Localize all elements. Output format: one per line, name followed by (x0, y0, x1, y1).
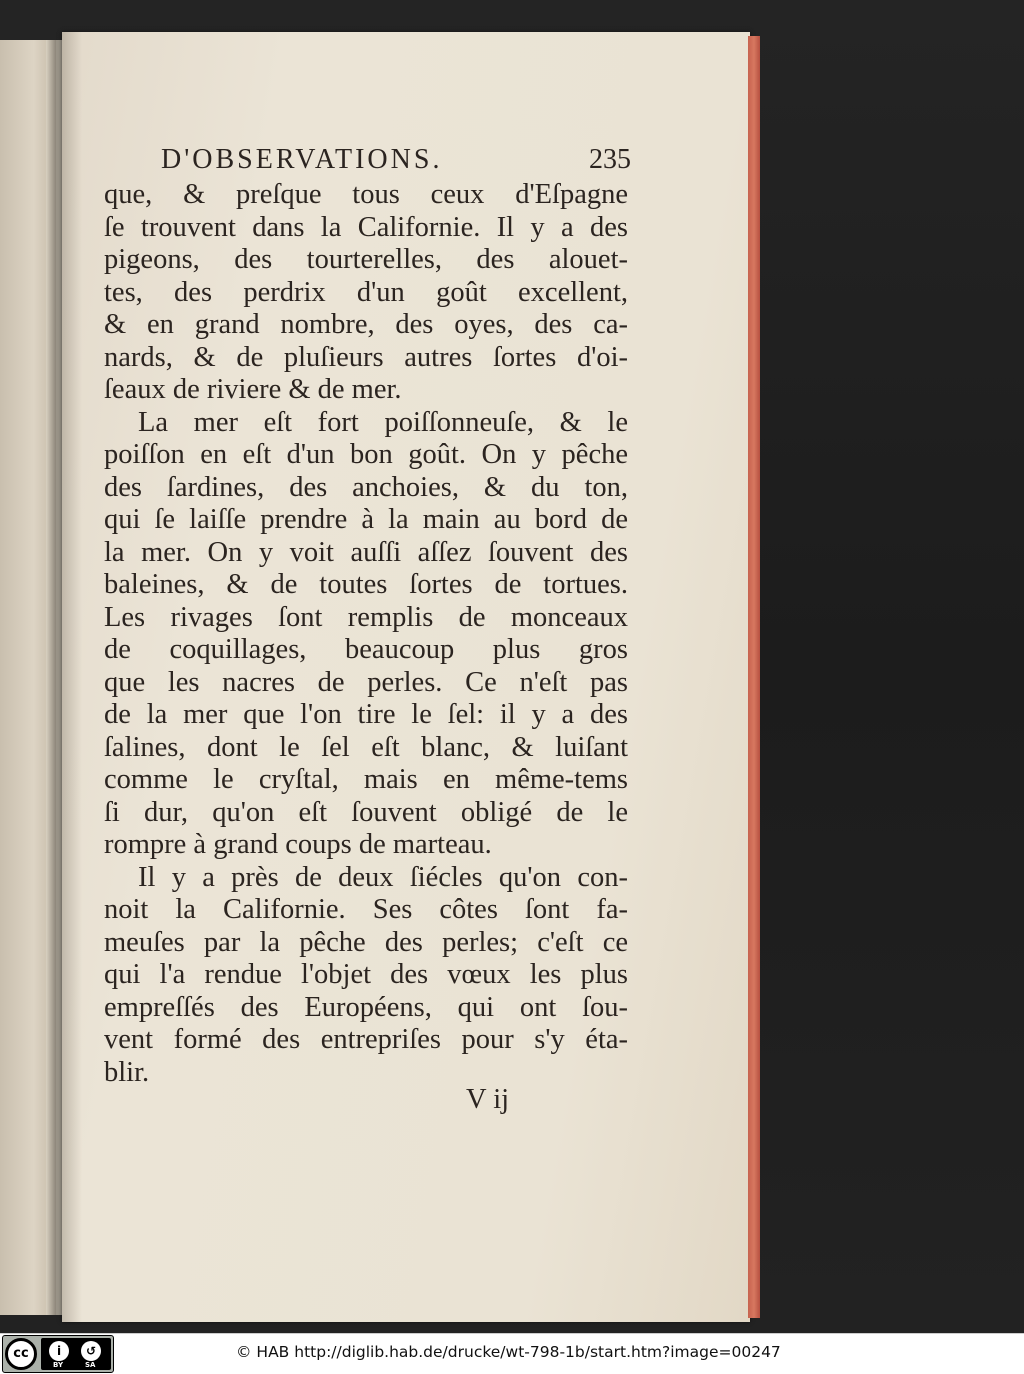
text-line: La mer eſt fort poiſſonneuſe, & le (138, 406, 628, 438)
text-line: rompre à grand coups de marteau. (104, 829, 492, 860)
footer-bar (0, 1333, 1024, 1374)
text-line: noit la Californie. Ses côtes ſont fa- (104, 894, 628, 925)
text-line: ſeaux de riviere & de mer. (104, 374, 402, 405)
text-line: vent formé des entrepriſes pour s'y éta- (104, 1024, 628, 1055)
text-line: blir. (104, 1056, 150, 1088)
cc-icon: cc (5, 1338, 37, 1370)
running-head-title: D'OBSERVATIONS. (161, 144, 443, 175)
text-line: ſi dur, qu'on eſt ſouvent obligé de le (104, 796, 628, 828)
text-line: qui l'a rendue l'objet des vœux les plus (104, 959, 628, 990)
facing-page-edge (0, 40, 56, 1315)
text-line: des ſardines, des anchoies, & du ton, (104, 471, 628, 503)
text-line: de coquillages, beaucoup plus gros (104, 634, 628, 665)
cc-license-badge[interactable] (2, 1335, 114, 1373)
text-line: de la mer que l'on tire le ſel: il y a des (104, 699, 628, 730)
license-terms-panel (41, 1338, 111, 1370)
text-line: Il y a près de deux ſiécles qu'on con- (138, 861, 628, 893)
text-line: tes, des perdrix d'un goût excellent, (104, 276, 628, 308)
signature-mark: V ij (466, 1084, 510, 1115)
text-line: & en grand nombre, des oyes, des ca- (104, 309, 628, 340)
red-page-edge (748, 36, 760, 1318)
credit-link[interactable]: © HAB http://diglib.hab.de/drucke/wt-798-1b/start.htm?image=00247 (236, 1343, 781, 1361)
text-line: nards, & de pluſieurs autres ſortes d'oi- (104, 341, 628, 373)
by-label: BY (53, 1361, 64, 1369)
text-line: que, & preſque tous ceux d'Eſpagne (104, 179, 628, 210)
text-line: ſalines, dont le ſel eſt blanc, & luiſant (104, 731, 628, 763)
text-line: pigeons, des tourterelles, des alouet- (104, 244, 628, 275)
text-line: meuſes par la pêche des perles; c'eſt ce (104, 926, 628, 958)
text-line: comme le cryſtal, mais en même-tems (104, 764, 628, 795)
text-line: qui ſe laiſſe prendre à la main au bord de (104, 504, 628, 535)
text-line: que les nacres de perles. Ce n'eſt pas (104, 666, 628, 698)
book-page (62, 32, 750, 1322)
text-line: la mer. On y voit auſſi aſſez ſouvent des (104, 536, 628, 568)
spine-shadow (62, 32, 82, 1322)
page-number: 235 (589, 144, 631, 175)
text-line: baleines, & de toutes ſortes de tortues. (104, 569, 628, 600)
facing-page-fore-edge (46, 40, 56, 1315)
text-line: Les rivages ſont remplis de monceaux (104, 601, 628, 633)
text-line: ſe trouvent dans la Californie. Il y a des (104, 211, 628, 243)
text-line: poiſſon en eſt d'un bon goût. On y pêche (104, 439, 628, 470)
running-head (161, 144, 631, 176)
share-alike-icon: ↺ (81, 1341, 101, 1361)
text-line: empreſſés des Européens, qui ont ſou- (104, 991, 628, 1023)
sa-label: SA (85, 1361, 96, 1369)
body-text (104, 179, 628, 1089)
attribution-icon: i (49, 1341, 69, 1361)
